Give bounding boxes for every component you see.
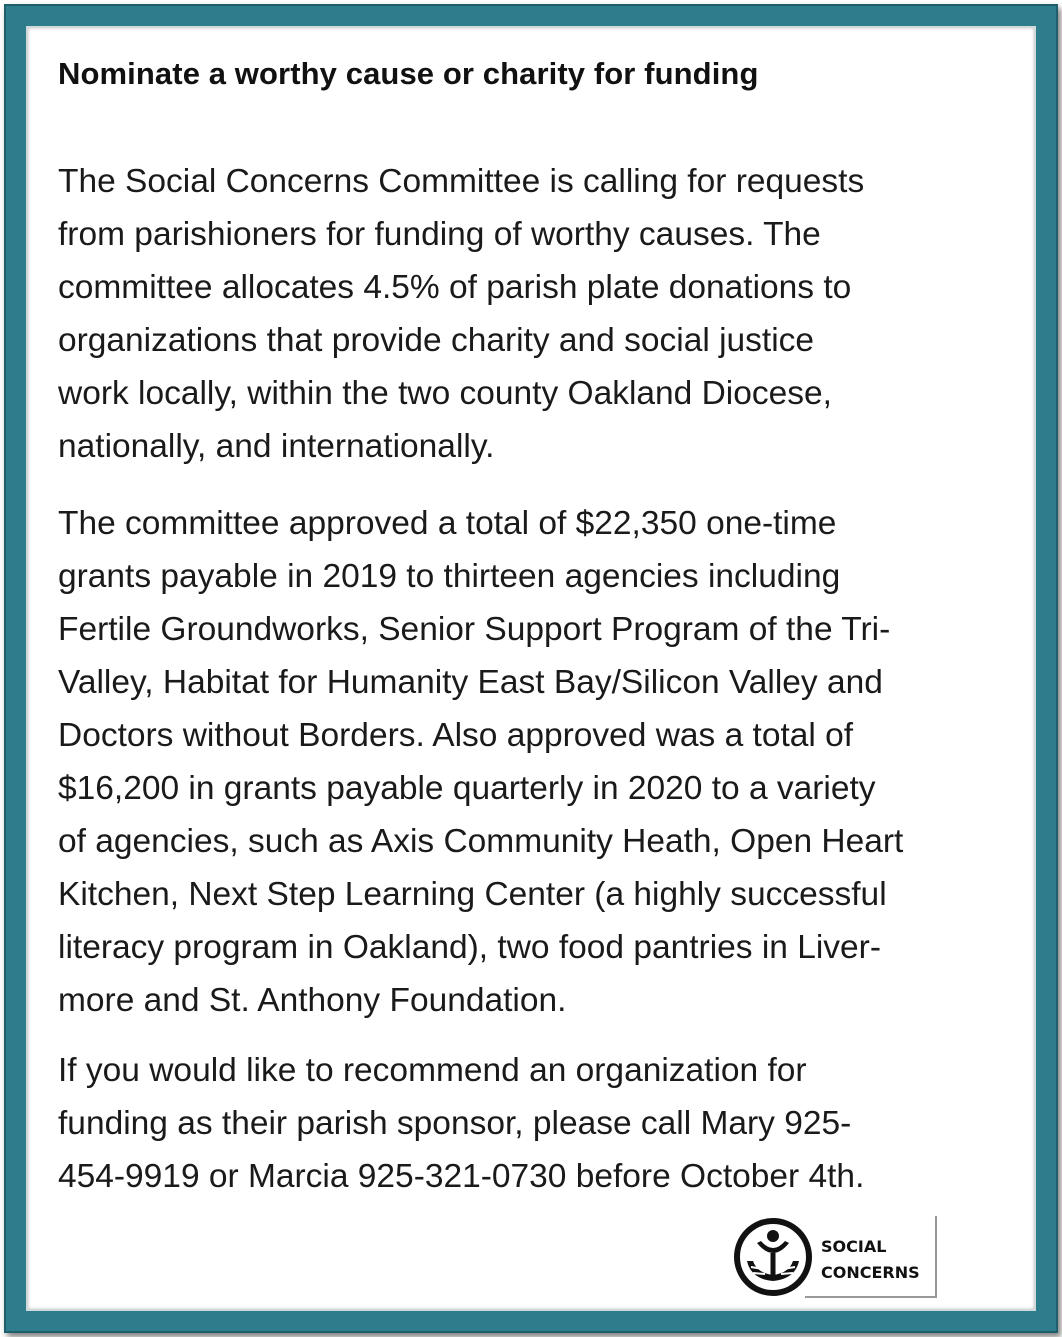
paragraph-contact <box>58 1044 1008 1203</box>
social-concerns-logo <box>733 1214 939 1300</box>
notice-title: Nominate a worthy cause or charity for funding <box>58 56 759 91</box>
text-line: 454-9919 or Marcia 925-321-0730 before October 4th. <box>58 1158 865 1195</box>
teal-frame <box>4 4 1058 1333</box>
text-line: of agencies, such as Axis Community Heath, Open Heart <box>58 823 904 860</box>
text-line: funding as their parish sponsor, please call Mary 925- <box>58 1105 852 1142</box>
text-line: committee allocates 4.5% of parish plate donations to <box>58 269 852 306</box>
logo-text <box>821 1234 920 1286</box>
text-line: If you would like to recommend an organization for <box>58 1052 807 1089</box>
text-line: grants payable in 2019 to thirteen agencies including <box>58 558 841 595</box>
notice-panel <box>26 26 1036 1311</box>
text-line: organizations that provide charity and social justice <box>58 322 815 359</box>
paragraph-grants <box>58 497 1008 1027</box>
logo-line-concerns: CONCERNS <box>821 1263 920 1282</box>
text-line: work locally, within the two county Oakland Diocese, <box>58 375 832 412</box>
paragraph-intro <box>58 155 1008 473</box>
text-line: Kitchen, Next Step Learning Center (a highly successful <box>58 876 887 913</box>
text-line: Valley, Habitat for Humanity East Bay/Silicon Valley and <box>58 664 883 701</box>
text-line: Doctors without Borders. Also approved was a total of <box>58 717 854 754</box>
text-line: The committee approved a total of $22,350 one-time <box>58 505 837 542</box>
text-line: The Social Concerns Committee is calling for requests <box>58 163 865 200</box>
text-line: Fertile Groundworks, Senior Support Program of the Tri- <box>58 611 891 648</box>
logo-line-social: SOCIAL <box>821 1237 887 1256</box>
text-line: nationally, and internationally. <box>58 428 495 465</box>
text-line: from parishioners for funding of worthy causes. The <box>58 216 821 253</box>
text-line: literacy program in Oakland), two food pantries in Liver- <box>58 929 881 966</box>
text-line: more and St. Anthony Foundation. <box>58 982 567 1019</box>
social-concerns-emblem-icon <box>733 1217 813 1297</box>
text-line: $16,200 in grants payable quarterly in 2020 to a variety <box>58 770 876 807</box>
